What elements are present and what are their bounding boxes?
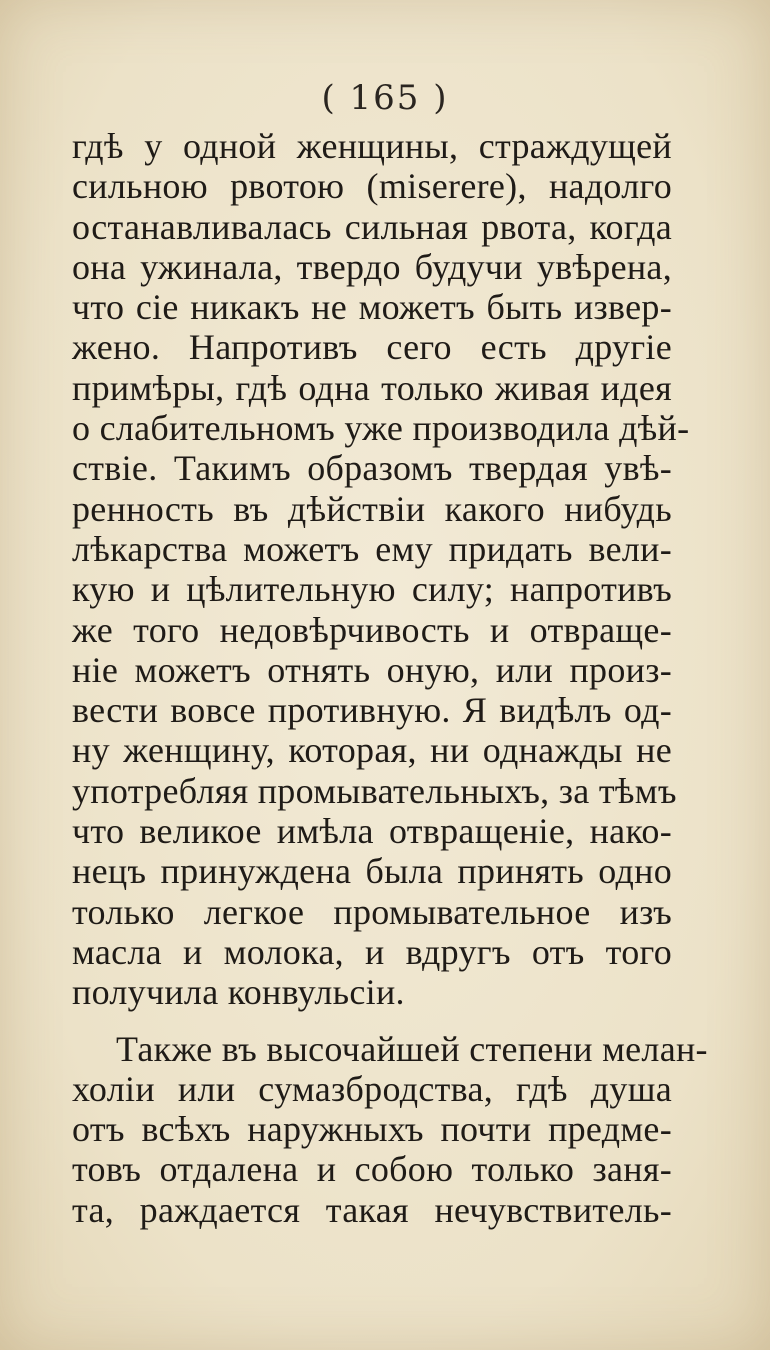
body-text xyxy=(72,126,708,1230)
text-line: только легкое промывательное изъ xyxy=(72,891,672,932)
text-line: о слабительномъ уже производила дѣй- xyxy=(72,408,690,449)
text-line: останавливалась сильная рвота, когда xyxy=(72,206,672,247)
text-line: та, раждается такая нечувствитель- xyxy=(72,1189,672,1230)
text-line: ну женщину, которая, ни однажды не xyxy=(72,730,672,771)
text-line: жено. Напротивъ сего есть другіе xyxy=(72,327,672,368)
text-line: товъ отдалена и собою только заня- xyxy=(72,1149,672,1190)
text-line: употребляя промывательныхъ, за тѣмъ xyxy=(72,770,677,811)
text-line: получила конвульсіи. xyxy=(72,972,405,1013)
paragraph-gap xyxy=(72,1013,672,1029)
page-number: ( 165 ) xyxy=(321,78,449,118)
text-line: что великое имѣла отвращеніе, нако- xyxy=(72,811,672,852)
text-line: отъ всѣхъ наружныхъ почти предме- xyxy=(72,1109,672,1150)
text-line: холіи или сумазбродства, гдѣ душа xyxy=(72,1068,672,1109)
text-line: сильною рвотою (miserere), надолго xyxy=(72,166,672,207)
text-line: ніе можетъ отнять оную, или произ- xyxy=(72,649,672,690)
text-line: что сіе никакъ не можетъ быть извер- xyxy=(72,287,672,328)
text-line: примѣры, гдѣ одна только живая идея xyxy=(72,367,672,408)
paragraph-1 xyxy=(72,126,690,1013)
text-line: Также въ высочайшей степени мелан- xyxy=(116,1028,708,1069)
text-line: ренность въ дѣйствіи какого нибудь xyxy=(72,488,672,529)
text-line: же того недовѣрчивость и отвраще- xyxy=(72,609,672,650)
paragraph-2 xyxy=(72,1028,708,1230)
text-line: масла и молока, и вдругъ отъ того xyxy=(72,931,672,972)
text-line: гдѣ у одной женщины, страждущей xyxy=(72,126,672,166)
text-line: нецъ принуждена была принять одно xyxy=(72,851,672,892)
text-line: лѣкарства можетъ ему придать вели- xyxy=(72,528,672,569)
text-line: кую и цѣлительную силу; напротивъ xyxy=(72,569,672,610)
text-line: вести вовсе противную. Я видѣлъ од- xyxy=(72,690,672,731)
text-line: ствіе. Такимъ образомъ твердая увѣ- xyxy=(72,448,672,489)
text-line: она ужинала, твердо будучи увѣрена, xyxy=(72,246,672,287)
